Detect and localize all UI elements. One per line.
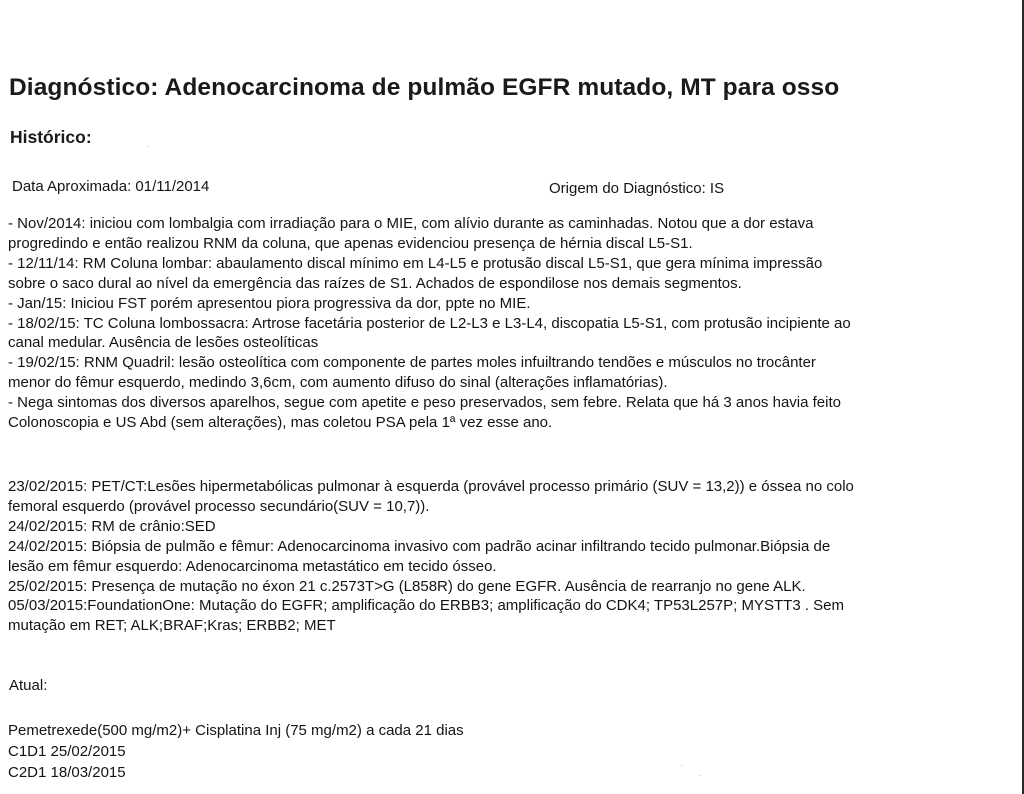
- history-line: progredindo e então realizou RNM da coluna, que apenas evidenciou presença de hérnia discal L5-S1.: [8, 234, 693, 252]
- history-line: - 18/02/15: TC Coluna lombossacra: Artrose facetária posterior de L2-L3 e L3-L4, discopatia L5-S1, com protusão incipiente ao: [8, 314, 851, 332]
- history-paragraphs: [8, 214, 1020, 433]
- treatment-lines: [8, 720, 464, 783]
- exam-line: lesão em fêmur esquerdo: Adenocarcinoma metastático em tecido ósseo.: [8, 557, 497, 575]
- history-heading: Histórico:: [10, 127, 92, 147]
- diagnosis-title: Diagnóstico: Adenocarcinoma de pulmão EGFR mutado, MT para osso: [9, 74, 840, 101]
- current-treatment-label: Atual:: [9, 677, 48, 694]
- history-line: - Nega sintomas dos diversos aparelhos, segue com apetite e peso preservados, sem febre. Relata que há 3 anos havia feito: [8, 394, 841, 412]
- scan-speck: ·: [680, 760, 683, 770]
- history-line: - Nov/2014: iniciou com lombalgia com irradiação para o MIE, com alívio durante as caminhadas. Notou que a dor estava: [8, 215, 814, 232]
- history-line: - 12/11/14: RM Coluna lombar: abaulamento discal mínimo em L4-L5 e protusão discal L5-S1, que gera mínima impressão: [8, 254, 823, 272]
- exam-line: mutação em RET; ALK;BRAF;Kras; ERBB2; MET: [8, 617, 336, 635]
- history-line: canal medular. Ausência de lesões osteolíticas: [8, 334, 319, 352]
- scan-speck: ·: [698, 770, 701, 780]
- history-line: - 19/02/15: RNM Quadril: lesão osteolítica com componente de partes moles infuiltrando tendões e músculos no trocânter: [8, 354, 816, 372]
- scan-speck: ·: [146, 141, 149, 151]
- diagnosis-origin: Origem do Diagnóstico: IS: [549, 180, 725, 197]
- history-line: sobre o saco dural ao nível da emergência das raízes de S1. Achados de espondilose nos demais segmentos.: [8, 274, 742, 292]
- exam-line: 05/03/2015:FoundationOne: Mutação do EGFR; amplificação do ERBB3; amplificação do CDK4; TP53L257P; MYSTT3 . Sem: [8, 597, 845, 615]
- treatment-line: Pemetrexede(500 mg/m2)+ Cisplatina Inj (75 mg/m2) a cada 21 dias: [8, 722, 464, 739]
- exam-results: [8, 477, 1020, 636]
- exam-line: 25/02/2015: Presença de mutação no éxon 21 c.2573T>G (L858R) do gene EGFR. Ausência de rearranjo no gene ALK.: [8, 577, 806, 595]
- history-line: - Jan/15: Iniciou FST porém apresentou piora progressiva da dor, ppte no MIE.: [8, 294, 531, 312]
- treatment-line: C1D1 25/02/2015: [8, 743, 126, 760]
- treatment-line: C2D1 18/03/2015: [8, 764, 126, 781]
- exam-line: 24/02/2015: RM de crânio:SED: [8, 517, 216, 535]
- exam-line: femoral esquerdo (provável processo secundário(SUV = 10,7)).: [8, 497, 430, 515]
- exam-line: 24/02/2015: Biópsia de pulmão e fêmur: Adenocarcinoma invasivo com padrão acinar infiltrando tecido pulmonar.Biópsia de: [8, 537, 831, 555]
- exam-line: 23/02/2015: PET/CT:Lesões hipermetabólicas pulmonar à esquerda (provável processo primário (SUV = 13,2)) e óssea no colo: [8, 478, 854, 495]
- approximate-date: Data Aproximada: 01/11/2014: [12, 178, 210, 195]
- history-line: Colonoscopia e US Abd (sem alterações), mas coletou PSA pela 1ª vez esse ano.: [8, 414, 553, 432]
- history-line: menor do fêmur esquerdo, medindo 3,6cm, com aumento difuso do sinal (alterações inflamatórias).: [8, 374, 668, 392]
